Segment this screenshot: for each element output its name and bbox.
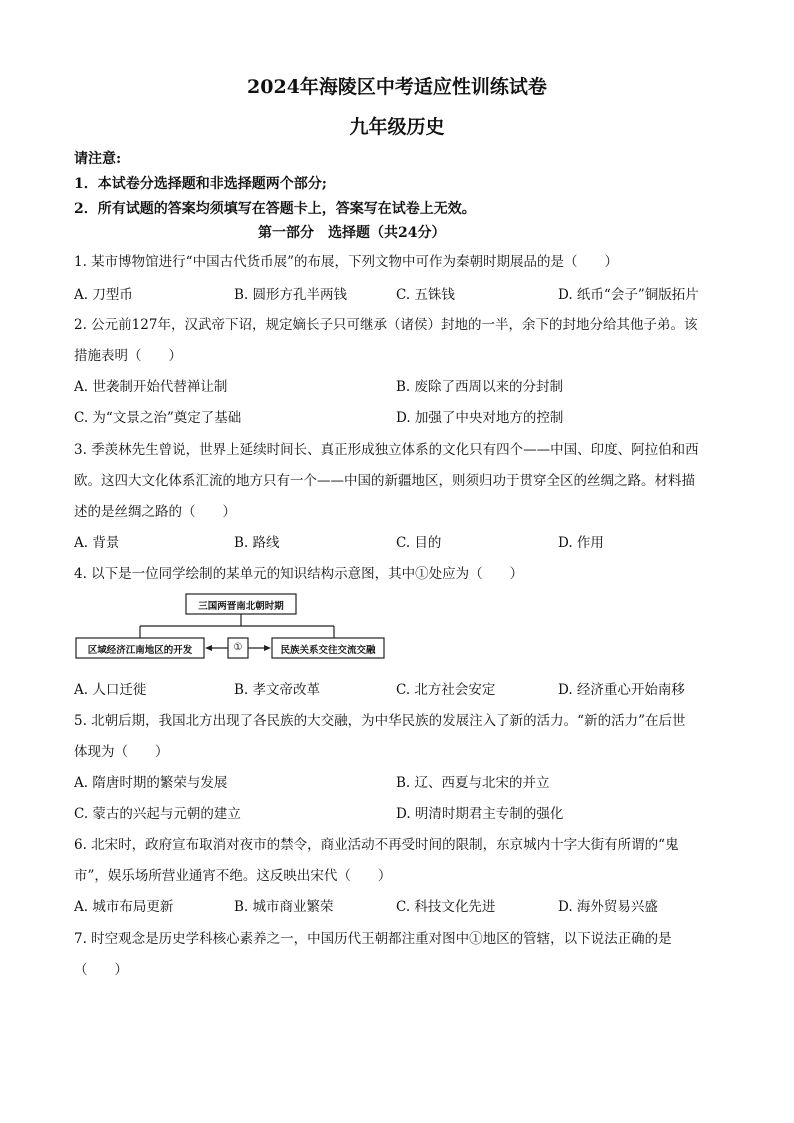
exam-title: 2024年海陵区中考适应性训练试卷: [247, 76, 547, 98]
arrow-left-icon: [205, 645, 212, 651]
q2-option-a: A. 世袭制开始代替禅让制: [74, 379, 228, 395]
q4-option-a: A. 人口迁徙: [74, 682, 147, 698]
notice-item-1: 1．本试卷分选择题和非选择题两个部分;: [74, 176, 327, 192]
q6-option-c: C. 科技文化先进: [396, 899, 496, 915]
notice-item-2: 2．所有试题的答案均须填写在答题卡上，答案写在试卷上无效。: [74, 201, 476, 217]
q5-option-b: B. 辽、西夏与北宋的并立: [396, 775, 550, 791]
question-7-text-line-2: （ ）: [74, 962, 128, 978]
q3-option-d: D. 作用: [558, 535, 604, 551]
q1-option-d: D. 纸币“会子”铜版拓片: [558, 287, 699, 303]
exam-subtitle: 九年级历史: [349, 116, 445, 138]
diagram-left-label: 区域经济江南地区的开发: [87, 645, 193, 656]
question-2-text-line-2: 措施表明（ ）: [74, 348, 182, 364]
question-7-text-line-1: 7. 时空观念是历史学科核心素养之一，中国历代王朝都注重对图中①地区的管辖，以下说法正确的是: [74, 931, 672, 947]
q2-option-b: B. 废除了西周以来的分封制: [396, 379, 564, 395]
diagram-right-label: 民族关系交往交流交融: [280, 645, 376, 656]
question-6-text-line-1: 6. 北宋时，政府宣布取消对夜市的禁令，商业活动不再受时间的限制，东京城内十字大街有所谓的“鬼: [74, 837, 679, 853]
q5-option-a: A. 隋唐时期的繁荣与发展: [74, 775, 228, 791]
q6-option-a: A. 城市布局更新: [74, 899, 174, 915]
diagram-middle-label: ①: [233, 642, 243, 653]
q1-option-b: B. 圆形方孔半两钱: [234, 287, 348, 303]
question-3-text-line-3: 述的是丝绸之路的（ ）: [74, 504, 236, 520]
knowledge-structure-diagram: [74, 590, 394, 662]
q5-option-c: C. 蒙古的兴起与元朝的建立: [74, 806, 241, 822]
question-3-text-line-1: 3. 季羡林先生曾说，世界上延续时间长、真正形成独立体系的文化只有四个——中国、印度、阿拉伯和西: [74, 442, 699, 458]
q3-option-b: B. 路线: [234, 535, 280, 551]
diagram-top-label: 三国两晋南北朝时期: [198, 601, 284, 612]
q4-option-d: D. 经济重心开始南移: [558, 682, 685, 698]
q3-option-a: A. 背景: [74, 535, 120, 551]
q5-option-d: D. 明清时期君主专制的强化: [396, 806, 564, 822]
question-4-text: 4. 以下是一位同学绘制的某单元的知识结构示意图，其中①处应为（ ）: [74, 566, 524, 582]
question-5-text-line-1: 5. 北朝后期，我国北方出现了各民族的大交融，为中华民族的发展注入了新的活力。“新的活力”在后世: [74, 713, 686, 729]
q3-option-c: C. 目的: [396, 535, 442, 551]
question-5-text-line-2: 体现为（ ）: [74, 744, 169, 760]
q6-option-d: D. 海外贸易兴盛: [558, 899, 658, 915]
q1-option-a: A. 刀型币: [74, 287, 133, 303]
notice-heading: 请注意:: [74, 151, 122, 167]
q2-option-c: C. 为“文景之治”奠定了基础: [74, 410, 242, 426]
arrow-right-icon: [264, 645, 271, 651]
q2-option-d: D. 加强了中央对地方的控制: [396, 410, 564, 426]
q4-option-c: C. 北方社会安定: [396, 682, 496, 698]
q6-option-b: B. 城市商业繁荣: [234, 899, 334, 915]
question-1-text: 1. 某市博物馆进行“中国古代货币展”的布展，下列文物中可作为秦朝时期展品的是（ ）: [74, 254, 618, 270]
q1-option-c: C. 五铢钱: [396, 287, 455, 303]
q4-option-b: B. 孝文帝改革: [234, 682, 321, 698]
question-2-text-line-1: 2. 公元前127年，汉武帝下诏，规定嫡长子只可继承（诸侯）封地的一半，余下的封地分给其他子弟。该: [74, 317, 698, 333]
question-6-text-line-2: 市”，娱乐场所营业通宵不绝。这反映出宋代（ ）: [74, 868, 392, 884]
question-3-text-line-2: 欧。这四大文化体系汇流的地方只有一个——中国的新疆地区，则须归功于贯穿全区的丝绸之路。材料描: [74, 473, 695, 489]
section-title: 第一部分 选择题（共24分）: [258, 225, 446, 241]
